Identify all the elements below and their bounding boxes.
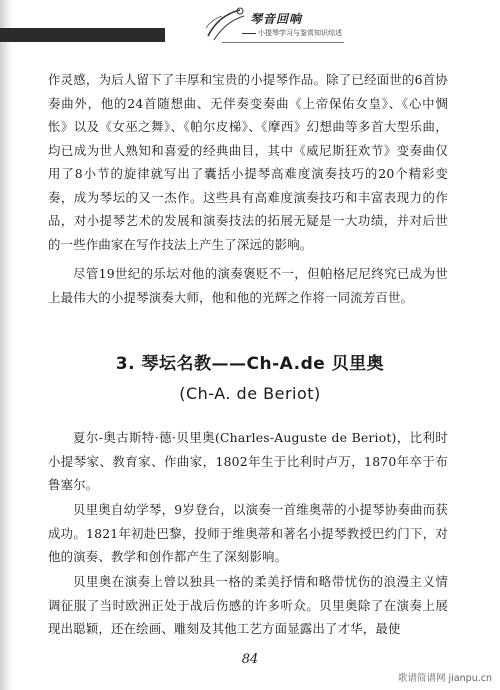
page-number: 84 xyxy=(241,652,259,667)
header-title: 琴音回响 xyxy=(250,12,303,26)
paragraph-4: 贝里奥自幼学琴，9岁登台，以演奏一首维奥蒂的小提琴协奏曲而获成功。1821年初赴巴黎，投师于维奥蒂和著名小提琴教授巴约门下，对他的演奏、教学和创作都产生了深刻影响。 xyxy=(48,502,448,564)
section-title: 3. 琴坛名教——Ch-A.de 贝里奥 xyxy=(115,354,385,374)
paragraph-1: 作灵感，为后人留下了丰厚和宝贵的小提琴作品。除了已经面世的6首协奏曲外，他的24首随想曲、无伴奏变奏曲《上帝保佑女皇》、《心中惆怅》以及《女巫之舞》、《帕尔皮梯》、《摩西》幻想曲等多首大型乐曲，均已成为世人熟知和喜爱的经典曲目，其中《威尼斯狂欢节》变奏曲仅用了8小节的旋律就写出了囊括小提琴高难度演奏技巧的20个精彩变奏，成为琴坛的又一杰作。这些具有高难度演奏技巧和丰富表现力的作品，对小提琴艺术的发展和演奏技法的拓展无疑是一大功绩，并对后世的一些作曲家在写作技法上产生了深远的影响。 xyxy=(48,72,448,252)
section-subtitle: (Ch-A. de Beriot) xyxy=(179,384,321,403)
watermark: 歌谱简谱网 jianpu.cn xyxy=(398,673,492,684)
header-subtitle: 小提琴学习与鉴赏知识综述 xyxy=(242,28,342,38)
violin-scroll-icon xyxy=(200,6,250,46)
paragraph-5: 贝里奥在演奏上曾以独具一格的柔美抒情和略带忧伤的浪漫主义情调征服了当时欧洲正处于战后伤感的许多听众。贝里奥除了在演奏上展现出聪颖，还在绘画、雕刻及其他工艺方面显露出了才华，最使 xyxy=(48,574,448,636)
paragraph-2: 尽管19世纪的乐坛对他的演奏褒贬不一，但帕格尼尼终究已成为世上最伟大的小提琴演奏大师，他和他的光辉之作将一同流芳百世。 xyxy=(48,266,448,305)
paragraph-3: 夏尔-奥古斯特·德·贝里奥(Charles-Auguste de Beriot)，比利时小提琴家、教育家、作曲家，1802年生于比利时卢万，1870年卒于布鲁塞尔。 xyxy=(48,430,448,492)
scan-edge-shadow xyxy=(0,0,14,690)
header-bar xyxy=(0,28,165,42)
header-rule xyxy=(222,42,344,43)
